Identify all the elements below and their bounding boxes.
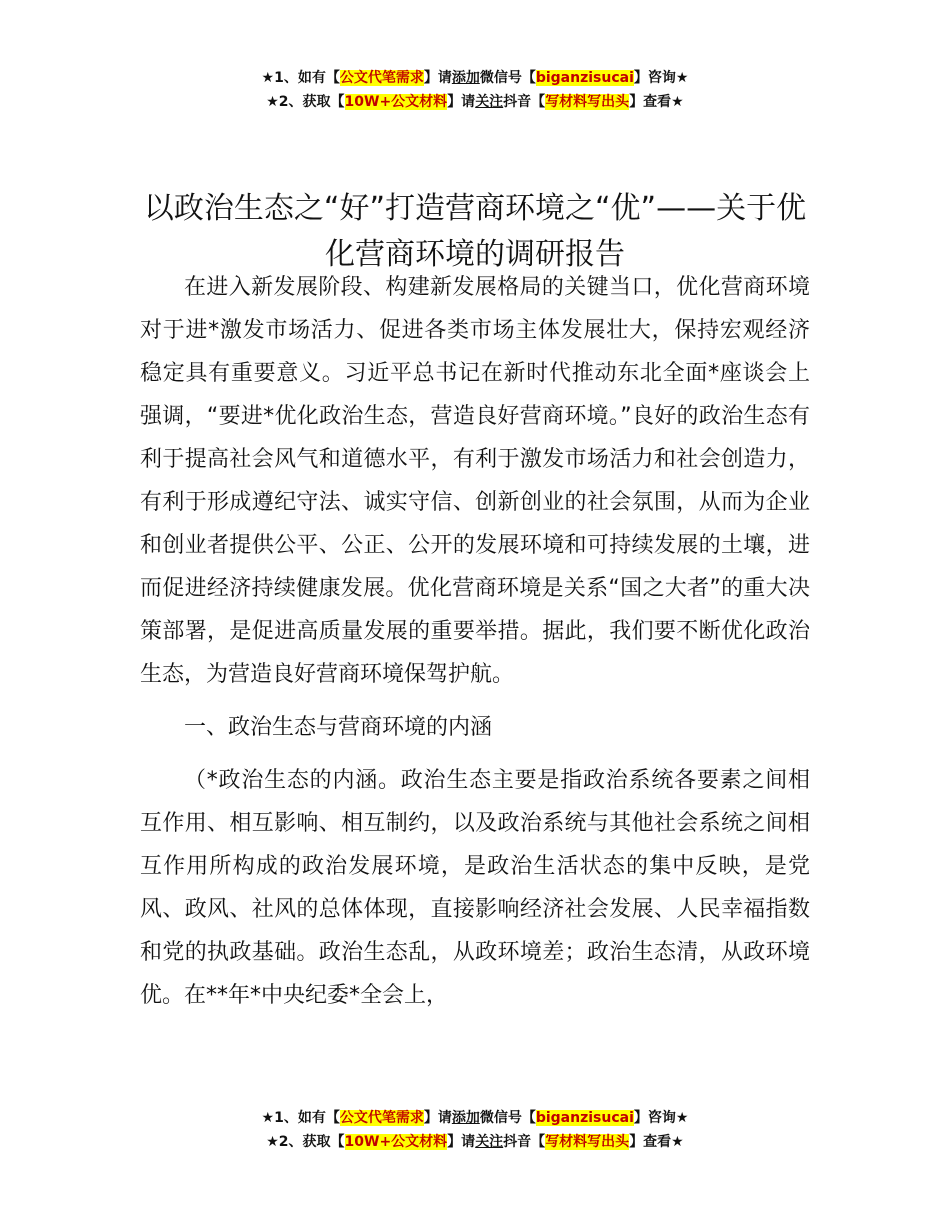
promo-line-2: ★2、获取【10W+公文材料】请关注抖音【写材料写出头】查看★ [266, 1134, 684, 1150]
promo-underline: 添加 [451, 1110, 480, 1126]
promo-highlight: 10W+公文材料 [344, 94, 448, 110]
promo-highlight: 公文代笔需求 [339, 1110, 424, 1126]
intro-paragraph: 在进入新发展阶段、构建新发展格局的关键当口，优化营商环境对于进*激发市场活力、促进各类市场主体发展壮大，保持宏观经济稳定具有重要意义。习近平总书记在新时代推动东北全面*座谈会上强调，“要进*优化政治生态，营造良好营商环境。”良好的政治生态有利于提高社会风气和道德水平，有利于激发市场活力和社会创造力，有利于形成遵纪守法、诚实守信、创新创业的社会氛围，从而为企业和创业者提供公平、公正、公开的发展环境和可持续发展的土壤，进而促进经济持续健康发展。优化营商环境是关系“国之大者”的重大决策部署，是促进高质量发展的重要举措。据此，我们要不断优化政治生态，为营造良好营商环境保驾护航。 [140, 275, 810, 687]
promo-highlight: 公文代笔需求 [339, 70, 424, 86]
footer-promo-banner [0, 1106, 950, 1154]
promo-line-2: ★2、获取【10W+公文材料】请关注抖音【写材料写出头】查看★ [266, 94, 684, 110]
promo-underline: 添加 [451, 70, 480, 86]
section-heading: 一、政治生态与营商环境的内涵 [184, 715, 493, 740]
promo-underline: 关注 [475, 1134, 504, 1150]
header-promo-banner [0, 66, 950, 114]
promo-wechat-id: biganzisucai [535, 70, 634, 86]
body-paragraph: （*政治生态的内涵。政治生态主要是指政治系统各要素之间相互作用、相互影响、相互制约，以及政治系统与其他社会系统之间相互作用所构成的政治发展环境，是政治生活状态的集中反映，是党风、政风、社风的总体体现，直接影响经济社会发展、人民幸福指数和党的执政基础。政治生态乱，从政环境差；政治生态清，从政环境优。在**年*中央纪委*全会上， [140, 768, 810, 1008]
promo-line-1: ★1、如有【公文代笔需求】请添加微信号【biganzisucai】咨询★ [261, 1110, 689, 1126]
promo-douyin-account: 写材料写出头 [545, 1134, 630, 1150]
promo-underline: 关注 [475, 94, 504, 110]
promo-line-1: ★1、如有【公文代笔需求】请添加微信号【biganzisucai】咨询★ [261, 70, 689, 86]
document-title: 以政治生态之“好”打造营商环境之“优”——关于优化营商环境的调研报告 [143, 191, 807, 273]
promo-douyin-account: 写材料写出头 [545, 94, 630, 110]
document-body [140, 266, 810, 1027]
promo-wechat-id: biganzisucai [535, 1110, 634, 1126]
promo-highlight: 10W+公文材料 [344, 1134, 448, 1150]
